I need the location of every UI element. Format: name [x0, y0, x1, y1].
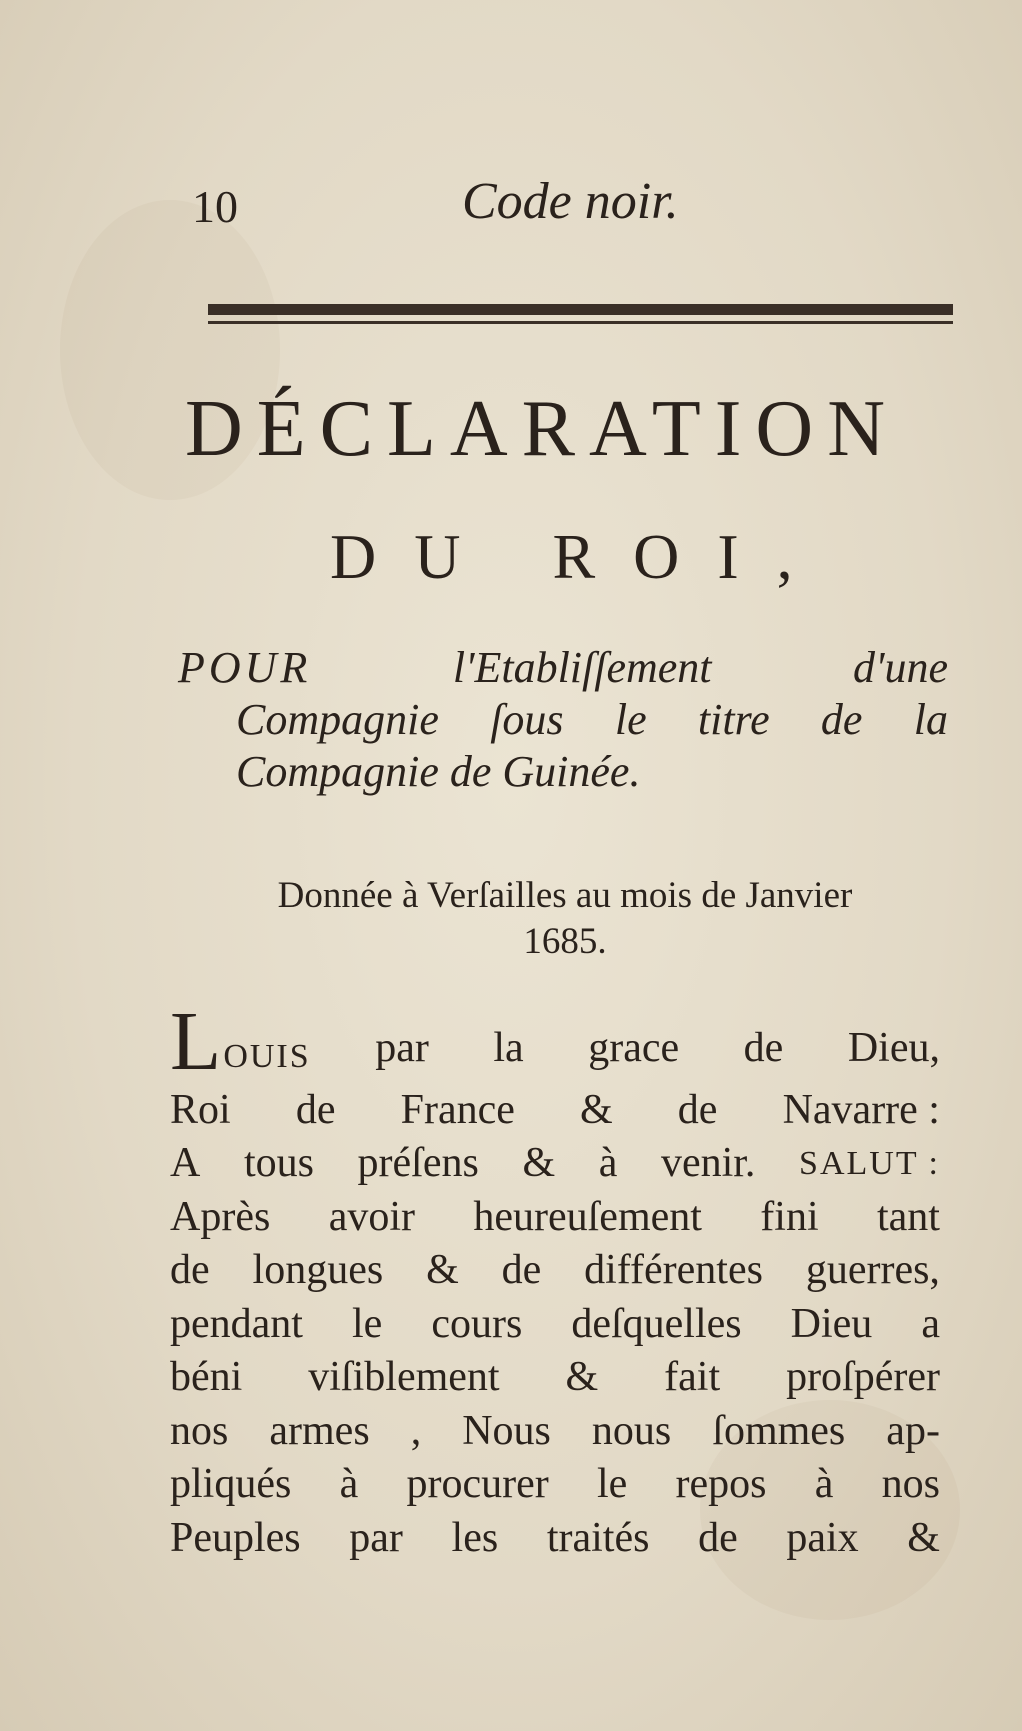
body-line-1 [170, 995, 940, 1088]
body-word: de [170, 1247, 210, 1293]
body-opening-word [170, 995, 311, 1088]
body-word: pendant [170, 1300, 303, 1347]
body-line-10 [170, 1512, 940, 1566]
body-word: proſpérer [786, 1354, 940, 1400]
subtitle-word: la [913, 695, 948, 744]
body-word: & [565, 1354, 599, 1400]
body-word: grace [588, 1025, 680, 1071]
opening-small-caps: OUIS [223, 1038, 311, 1075]
dateline-line-2: 1685. [523, 921, 607, 962]
title-declaration: DÉCLARATION [185, 385, 899, 473]
subtitle-line-2 [236, 694, 948, 746]
body-word: les [451, 1514, 499, 1561]
body-word: guerres, [805, 1247, 940, 1293]
body-word: cours [431, 1300, 523, 1347]
body-word: paix [786, 1514, 859, 1561]
dateline-line-1: Donnée à Verſailles au mois de Janvier [277, 875, 853, 916]
dateline [200, 873, 930, 965]
double-rule-divider [208, 304, 953, 326]
page-number: 10 [192, 181, 238, 232]
body-word: Dieu [790, 1300, 873, 1347]
body-word: venir. [660, 1140, 756, 1186]
body-word: repos [675, 1461, 767, 1507]
body-word: procurer [406, 1461, 549, 1507]
subtitle-word: le [614, 695, 647, 744]
body-word: de [501, 1247, 542, 1293]
subtitle [178, 642, 948, 798]
body-word: a [921, 1300, 940, 1347]
body-word: Roi [170, 1086, 231, 1133]
body-word: Dieu, [847, 1025, 940, 1071]
body-word: & [522, 1140, 556, 1186]
body-line-6 [170, 1298, 940, 1352]
subtitle-word: titre [697, 695, 770, 744]
title-du-roi: DU ROI, [330, 521, 831, 592]
body-word: A [170, 1140, 201, 1186]
body-word: & [907, 1514, 940, 1561]
body-word: de [698, 1514, 738, 1561]
rule-thick [208, 304, 953, 315]
body-word: de [677, 1086, 718, 1133]
body-word: tous [243, 1140, 314, 1186]
body-word: le [351, 1300, 383, 1347]
body-word: longues [252, 1247, 384, 1293]
body-word: Nous [462, 1407, 551, 1454]
body-word: ap- [886, 1407, 940, 1454]
body-line-5 [170, 1244, 940, 1298]
subtitle-line-3: Compagnie de Guinée. [236, 747, 641, 796]
body-word: à [814, 1461, 834, 1507]
body-line-9 [170, 1458, 940, 1512]
body-word: nos [881, 1461, 940, 1507]
body-word: Peuples [170, 1514, 301, 1561]
body-word: ſommes [712, 1407, 846, 1454]
body-word: deſquelles [571, 1300, 742, 1347]
drop-cap: L [170, 995, 222, 1088]
body-word: pliqués [170, 1461, 292, 1507]
body-word: à [339, 1461, 359, 1507]
body-word: fait [664, 1354, 721, 1400]
body-word: par [375, 1025, 429, 1071]
body-word: , [410, 1407, 422, 1454]
body-word: Navarre : [782, 1086, 940, 1133]
body-word: béni [170, 1354, 243, 1400]
subtitle-word: Compagnie [236, 695, 439, 744]
body-word: nos [170, 1407, 229, 1454]
body-word: viſiblement [308, 1354, 500, 1400]
subtitle-line-1 [178, 642, 948, 694]
body-word: de [295, 1086, 336, 1133]
subtitle-word: de [820, 695, 863, 744]
body-word: tant [877, 1193, 940, 1240]
body-word: Après [170, 1193, 271, 1240]
body-word: la [493, 1025, 524, 1071]
body-word: le [596, 1461, 628, 1507]
body-word: armes [269, 1407, 370, 1454]
body-word: par [349, 1514, 403, 1561]
body-line-8 [170, 1405, 940, 1459]
body-word: nous [591, 1407, 672, 1454]
page-header [0, 172, 1022, 242]
running-title: Code noir. [462, 173, 679, 230]
salut-small-caps: SALUT : [799, 1145, 940, 1182]
body-word: avoir [328, 1193, 415, 1240]
body-word: différentes [584, 1247, 763, 1293]
body-word: & [426, 1247, 459, 1293]
body-word: à [598, 1140, 618, 1186]
subtitle-word: ſous [490, 695, 564, 744]
body-word: préſens [357, 1140, 479, 1186]
body-word: & [580, 1086, 613, 1133]
body-line-2 [170, 1084, 940, 1138]
body-line-4 [170, 1191, 940, 1245]
body-line-7 [170, 1351, 940, 1405]
body-word: de [743, 1025, 784, 1071]
rule-thin [208, 321, 953, 324]
body-word: heureuſement [473, 1193, 702, 1240]
body-paragraph [170, 995, 940, 1565]
body-word: France [400, 1086, 515, 1133]
subtitle-word: POUR [178, 643, 312, 692]
subtitle-word: d'une [853, 643, 948, 692]
subtitle-word: l'Etabliſſement [452, 643, 712, 692]
body-word: traités [546, 1514, 650, 1561]
body-line-3 [170, 1137, 940, 1191]
body-word: fini [760, 1193, 819, 1240]
